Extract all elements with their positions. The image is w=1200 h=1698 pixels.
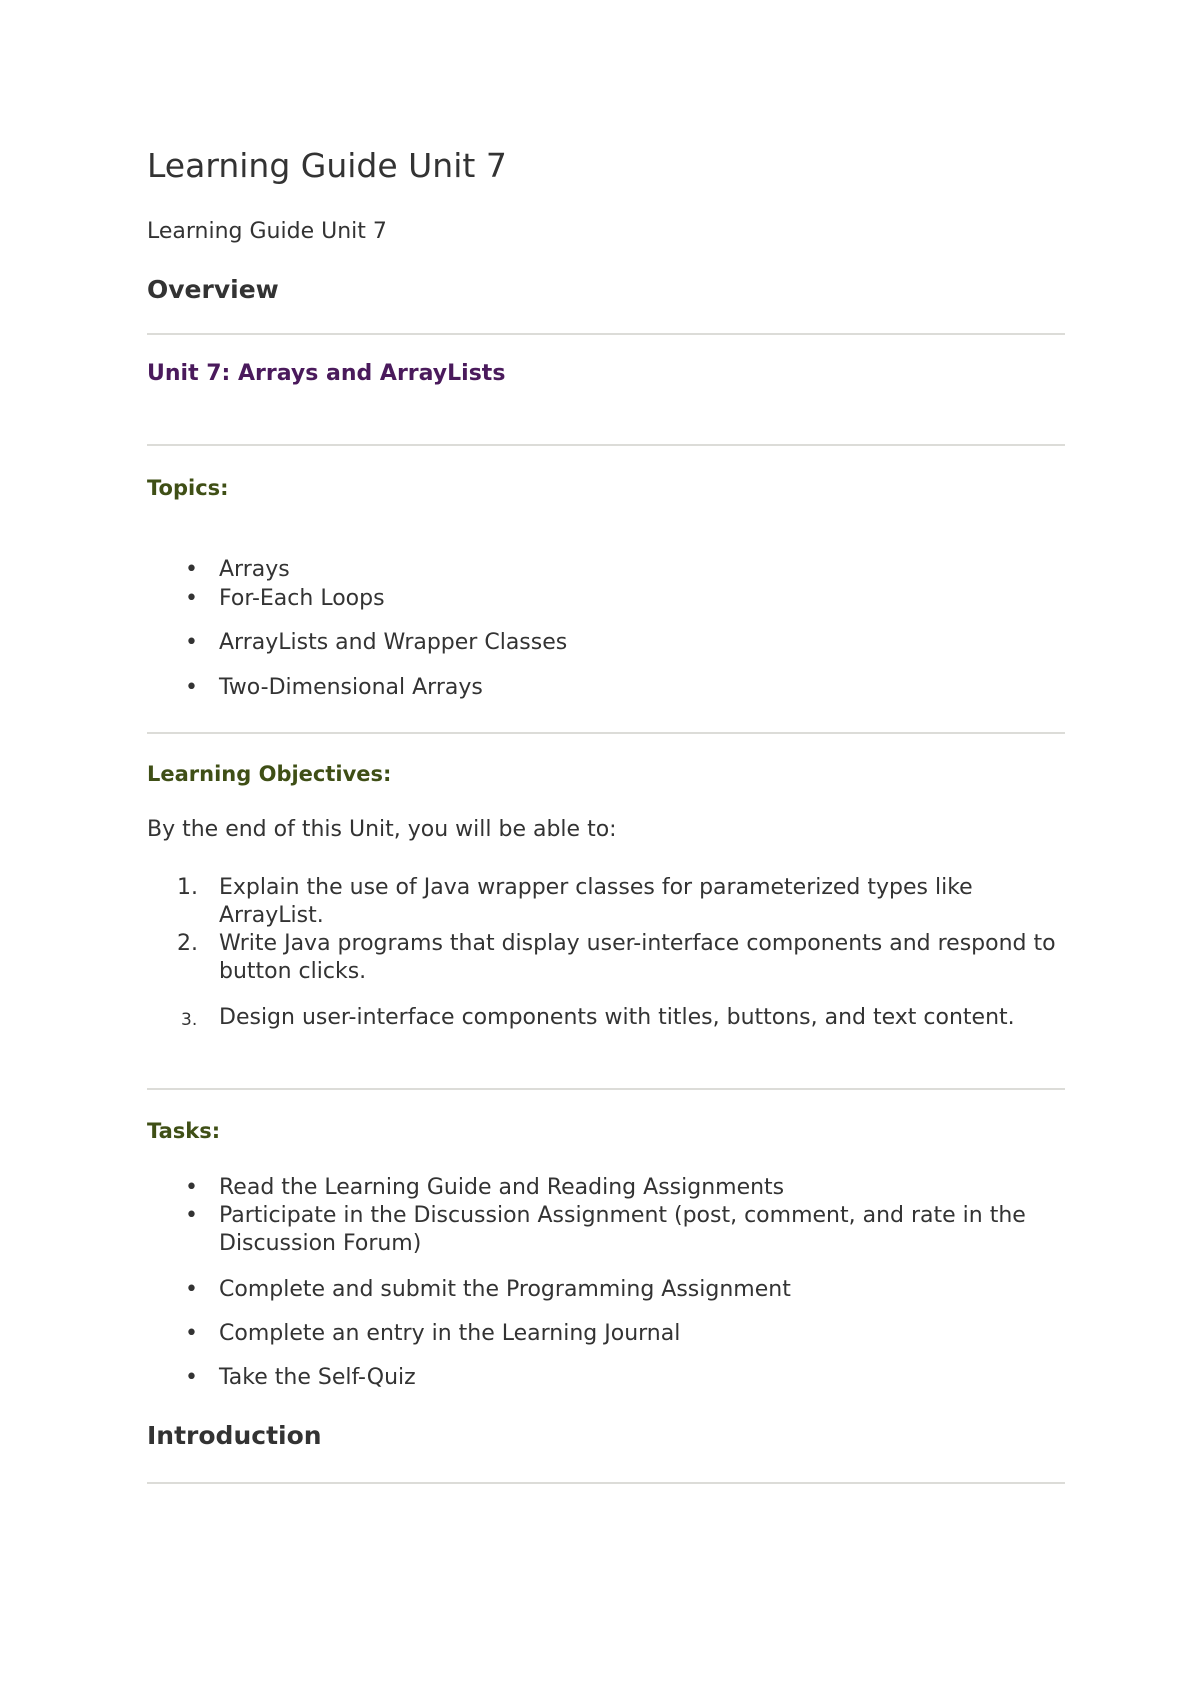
task-text: Complete and submit the Programming Assignment (219, 1277, 791, 1302)
bullet-icon: • (185, 630, 198, 655)
task-text: Take the Self-Quiz (219, 1365, 416, 1390)
unit-heading: Unit 7: Arrays and ArrayLists (147, 361, 506, 386)
divider (147, 444, 1065, 446)
list-item (147, 1004, 1067, 1032)
topic-text: Two-Dimensional Arrays (219, 675, 483, 700)
bullet-icon: • (185, 1175, 198, 1200)
divider (147, 1088, 1065, 1090)
topic-text: Arrays (219, 557, 290, 582)
bullet-icon: • (185, 675, 198, 700)
list-item (147, 1174, 1067, 1202)
bullet-icon: • (185, 1365, 198, 1390)
topics-heading: Topics: (147, 476, 229, 500)
list-item (147, 874, 1067, 930)
list-item (147, 1320, 1067, 1348)
list-item (147, 1202, 1067, 1258)
divider (147, 333, 1065, 335)
document-subtitle: Learning Guide Unit 7 (147, 219, 387, 244)
objectives-heading: Learning Objectives: (147, 762, 392, 786)
task-text: Complete an entry in the Learning Journal (219, 1321, 681, 1346)
list-number: 2. (177, 931, 198, 956)
document-title: Learning Guide Unit 7 (147, 146, 507, 185)
list-item (147, 674, 1067, 702)
topic-text: ArrayLists and Wrapper Classes (219, 630, 568, 655)
list-item (147, 585, 1067, 613)
divider (147, 1482, 1065, 1484)
divider (147, 732, 1065, 734)
bullet-icon: • (185, 1203, 198, 1228)
list-item (147, 1364, 1067, 1392)
list-number: 1. (177, 875, 198, 900)
list-item (147, 556, 1067, 584)
bullet-icon: • (185, 557, 198, 582)
topic-text: For-Each Loops (219, 586, 385, 611)
task-text: Participate in the Discussion Assignment (post, comment, and rate in the Discussion Forum) (219, 1203, 1026, 1256)
tasks-heading: Tasks: (147, 1119, 221, 1143)
list-item (147, 1276, 1067, 1304)
list-item (147, 930, 1067, 986)
bullet-icon: • (185, 1321, 198, 1346)
objectives-intro: By the end of this Unit, you will be able to: (147, 817, 617, 842)
objective-text: Design user-interface components with titles, buttons, and text content. (219, 1005, 1015, 1030)
objective-text: Explain the use of Java wrapper classes for parameterized types like ArrayList. (219, 875, 973, 928)
list-number: 3. (181, 1010, 198, 1030)
task-text: Read the Learning Guide and Reading Assignments (219, 1175, 785, 1200)
introduction-heading: Introduction (147, 1421, 322, 1450)
overview-heading: Overview (147, 275, 279, 304)
list-item (147, 629, 1067, 657)
bullet-icon: • (185, 1277, 198, 1302)
objective-text: Write Java programs that display user-interface components and respond to button clicks. (219, 931, 1056, 984)
bullet-icon: • (185, 586, 198, 611)
